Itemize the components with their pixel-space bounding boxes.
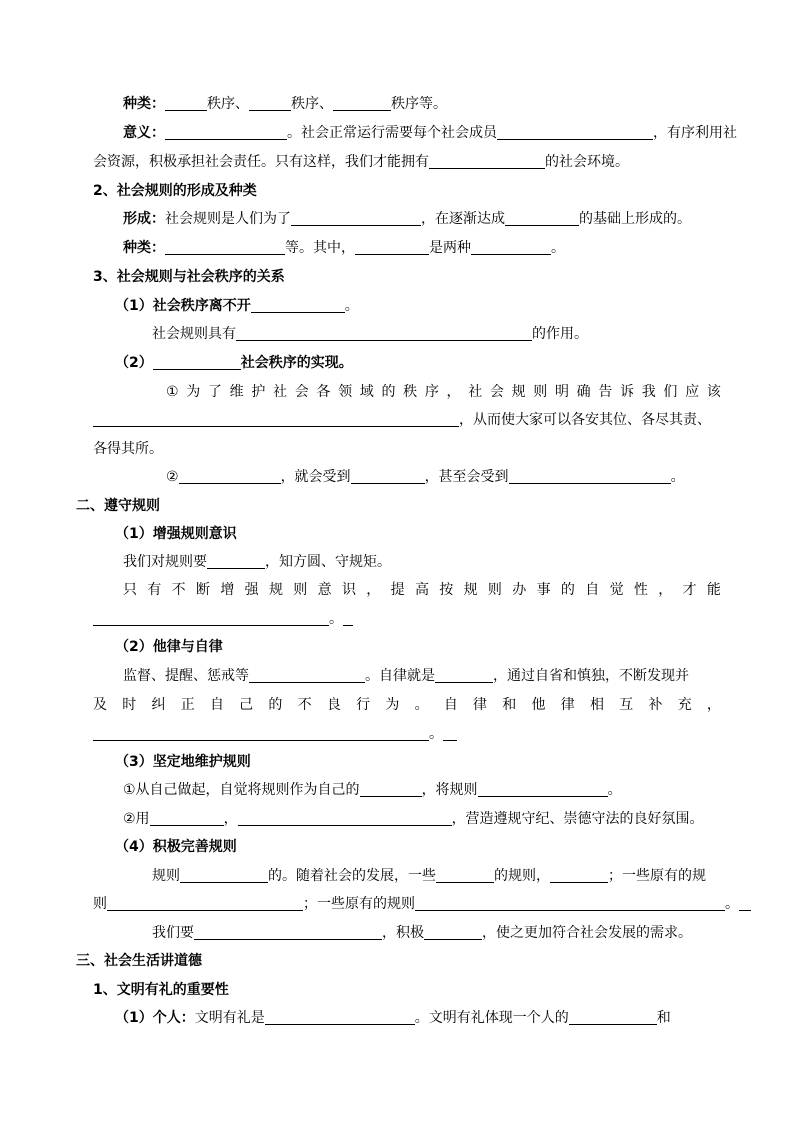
blank[interactable] bbox=[207, 553, 265, 569]
char: 明 bbox=[554, 384, 569, 400]
blank[interactable] bbox=[236, 325, 532, 341]
char: 识 bbox=[341, 582, 356, 598]
char: 域 bbox=[359, 384, 374, 400]
part-heading: 二、遵守规则 bbox=[76, 498, 160, 514]
blank[interactable] bbox=[251, 297, 345, 313]
text: 。 bbox=[670, 469, 685, 485]
char: 们 bbox=[663, 384, 678, 400]
blank[interactable] bbox=[179, 468, 281, 484]
s3-circle-1-line-2 bbox=[93, 410, 711, 430]
form-label: 形成： bbox=[123, 211, 165, 227]
blank[interactable] bbox=[93, 411, 459, 427]
p2-line-6 bbox=[93, 724, 457, 744]
text: 文明有礼是 bbox=[194, 1010, 265, 1026]
text: ②用 bbox=[123, 811, 150, 827]
blank[interactable] bbox=[150, 810, 224, 826]
char: 按 bbox=[439, 582, 454, 598]
blank[interactable] bbox=[93, 725, 429, 741]
char: 自 bbox=[585, 582, 600, 598]
blank[interactable] bbox=[165, 239, 285, 255]
char: 各 bbox=[316, 384, 331, 400]
text: 。 bbox=[429, 726, 443, 742]
s3-point-1 bbox=[115, 296, 359, 316]
blank[interactable] bbox=[165, 124, 287, 140]
char: 序 bbox=[424, 384, 439, 400]
text: 。自律就是 bbox=[365, 668, 435, 684]
text: 。文明有礼体现一个人的 bbox=[414, 1010, 569, 1026]
blank[interactable] bbox=[194, 924, 382, 940]
text: 的规则， bbox=[494, 868, 550, 884]
char: 及 bbox=[93, 697, 107, 713]
s3-circle-2-line bbox=[166, 467, 685, 487]
text: ，使之更加符合社会发展的需求。 bbox=[482, 925, 692, 941]
blank[interactable] bbox=[739, 895, 751, 911]
text: ；一些原有的规则 bbox=[303, 896, 415, 912]
blank[interactable] bbox=[343, 610, 353, 626]
char: 时 bbox=[122, 697, 137, 713]
blank[interactable] bbox=[165, 95, 207, 111]
text: ①从自己做起，自觉将规则作为自己的 bbox=[123, 782, 360, 798]
char: 提 bbox=[390, 582, 405, 598]
text: 规则 bbox=[152, 868, 180, 884]
blank[interactable] bbox=[333, 95, 391, 111]
kinds-label: 种类： bbox=[123, 240, 165, 256]
char: 秩 bbox=[403, 384, 418, 400]
blank[interactable] bbox=[93, 610, 329, 626]
char: 领 bbox=[338, 384, 353, 400]
blank[interactable] bbox=[265, 1009, 415, 1025]
text: 。社会正常运行需要每个社会成员 bbox=[287, 125, 497, 141]
text: 。 bbox=[551, 240, 565, 256]
blank[interactable] bbox=[249, 667, 365, 683]
text: 社会规则具有 bbox=[152, 326, 236, 342]
char: 为 bbox=[186, 384, 201, 400]
char: 补 bbox=[648, 697, 663, 713]
text: ，通过自省和慎独，不断发现并 bbox=[493, 668, 689, 684]
blank[interactable] bbox=[497, 124, 653, 140]
char: 高 bbox=[414, 582, 429, 598]
text: ；一些原有的规 bbox=[608, 868, 706, 884]
section-heading: 2、社会规则的形成及种类 bbox=[93, 183, 257, 199]
char: 律 bbox=[560, 697, 575, 713]
char: ， bbox=[706, 697, 721, 713]
blank[interactable] bbox=[478, 781, 608, 797]
char: 规 bbox=[268, 582, 283, 598]
text: 社会秩序的实现。 bbox=[240, 355, 353, 371]
char: 应 bbox=[685, 384, 700, 400]
text: 的社会环境。 bbox=[545, 154, 629, 170]
char: 觉 bbox=[609, 582, 624, 598]
text: ，积极 bbox=[382, 925, 424, 941]
form-line bbox=[123, 209, 691, 229]
char: 不 bbox=[171, 582, 186, 598]
char: 正 bbox=[180, 697, 195, 713]
text: ， bbox=[223, 811, 238, 827]
char: 己 bbox=[239, 697, 254, 713]
p2-line-9 bbox=[152, 866, 706, 886]
s3-circle-1-line bbox=[166, 382, 721, 402]
text: 的作用。 bbox=[532, 326, 588, 342]
char: 诉 bbox=[620, 384, 634, 400]
char: 则 bbox=[487, 582, 502, 598]
blank[interactable] bbox=[360, 781, 422, 797]
char: 为 bbox=[385, 697, 400, 713]
char: 断 bbox=[195, 582, 210, 598]
text: ，甚至会受到 bbox=[424, 469, 509, 485]
char: 强 bbox=[244, 582, 259, 598]
char: 该 bbox=[706, 384, 721, 400]
char: ① bbox=[166, 384, 179, 400]
char: 。 bbox=[414, 697, 429, 713]
char: 相 bbox=[589, 697, 604, 713]
char: 和 bbox=[502, 697, 517, 713]
char: 纠 bbox=[151, 697, 166, 713]
text: ，在逐渐达成 bbox=[421, 211, 505, 227]
text: 监督、提醒、惩戒等 bbox=[123, 668, 249, 684]
char: 规 bbox=[463, 582, 478, 598]
blank[interactable] bbox=[505, 210, 579, 226]
char: 自 bbox=[209, 697, 224, 713]
p2-line-3 bbox=[93, 609, 353, 629]
kinds-line-2 bbox=[123, 238, 565, 258]
blank[interactable] bbox=[249, 95, 291, 111]
blank[interactable] bbox=[415, 895, 725, 911]
p2-line-11 bbox=[152, 923, 692, 943]
char: 有 bbox=[147, 582, 162, 598]
text: 会资源，积极承担社会责任。只有这样，我们才能拥有 bbox=[93, 154, 429, 170]
char: 护 bbox=[251, 384, 266, 400]
text: 是两种 bbox=[429, 240, 471, 256]
blank[interactable] bbox=[238, 810, 452, 826]
blank[interactable] bbox=[291, 210, 421, 226]
char: 只 bbox=[123, 582, 137, 598]
text: 。 bbox=[607, 782, 622, 798]
char: 社 bbox=[273, 384, 287, 400]
text: 则 bbox=[93, 896, 107, 912]
kinds-line-1 bbox=[123, 94, 447, 114]
text: 等。其中， bbox=[285, 240, 355, 256]
text: ，营造遵规守纪、崇德守法的良好氛围。 bbox=[451, 811, 704, 827]
blank[interactable] bbox=[355, 239, 429, 255]
blank[interactable] bbox=[424, 924, 482, 940]
char: 的 bbox=[560, 582, 575, 598]
text: ，将规则 bbox=[421, 782, 478, 798]
char: 充 bbox=[677, 697, 692, 713]
text: 社会规则是人们为了 bbox=[165, 211, 291, 227]
blank[interactable] bbox=[509, 468, 671, 484]
char: 能 bbox=[706, 582, 721, 598]
blank[interactable] bbox=[569, 1009, 657, 1025]
char: 我 bbox=[641, 384, 656, 400]
char: 才 bbox=[682, 582, 697, 598]
char: ， bbox=[366, 582, 381, 598]
char: 确 bbox=[576, 384, 591, 400]
char: 则 bbox=[533, 384, 548, 400]
text: 我们要 bbox=[152, 925, 194, 941]
char: ， bbox=[446, 384, 461, 400]
s3-point-2 bbox=[115, 353, 353, 373]
char: 的 bbox=[381, 384, 396, 400]
sub-heading: （1）增强规则意识 bbox=[115, 526, 237, 542]
sub-heading: （3）坚定地维护规则 bbox=[115, 754, 251, 770]
s3-circle-1-line-3: 各得其所。 bbox=[93, 441, 163, 457]
p2-line-7 bbox=[123, 780, 622, 800]
char: 社 bbox=[468, 384, 483, 400]
char: 了 bbox=[207, 384, 222, 400]
p2-line-4 bbox=[123, 666, 689, 686]
char: 会 bbox=[489, 384, 504, 400]
char: 不 bbox=[297, 697, 312, 713]
p2-line-5 bbox=[93, 695, 721, 715]
meaning-line-1 bbox=[123, 123, 737, 143]
blank[interactable] bbox=[153, 354, 241, 370]
p2-line-10 bbox=[93, 894, 751, 914]
point-label: （1）个人： bbox=[115, 1010, 195, 1026]
blank[interactable] bbox=[550, 867, 608, 883]
char: 他 bbox=[531, 697, 546, 713]
p2-line-8 bbox=[123, 809, 704, 829]
point-label: （2） bbox=[115, 355, 153, 371]
text: ，从而使大家可以各安其位、各尽其责、 bbox=[459, 412, 711, 428]
section-heading: 1、文明有礼的重要性 bbox=[93, 982, 229, 998]
blank[interactable] bbox=[443, 725, 457, 741]
char: 良 bbox=[326, 697, 341, 713]
text: 秩序、 bbox=[291, 96, 333, 112]
text: 秩序等。 bbox=[391, 96, 447, 112]
text: 。 bbox=[344, 298, 359, 314]
blank[interactable] bbox=[435, 667, 493, 683]
char: 性 bbox=[633, 582, 648, 598]
text: ，就会受到 bbox=[280, 469, 351, 485]
blank[interactable] bbox=[471, 239, 551, 255]
char: 则 bbox=[293, 582, 308, 598]
s3-point-1-text bbox=[152, 324, 588, 344]
blank[interactable] bbox=[351, 468, 425, 484]
char: 规 bbox=[511, 384, 526, 400]
char: 增 bbox=[220, 582, 235, 598]
text: 和 bbox=[656, 1010, 671, 1026]
p2-line-2 bbox=[123, 580, 721, 600]
p2-line-1 bbox=[123, 552, 391, 572]
char: 办 bbox=[512, 582, 527, 598]
meaning-label: 意义： bbox=[123, 125, 165, 141]
char: 的 bbox=[268, 697, 283, 713]
text: 的。随着社会的发展，一些 bbox=[268, 868, 436, 884]
blank[interactable] bbox=[436, 867, 494, 883]
blank[interactable] bbox=[429, 153, 545, 169]
text: 的基础上形成的。 bbox=[579, 211, 691, 227]
char: 自 bbox=[443, 697, 458, 713]
text: ，有序利用社 bbox=[653, 125, 737, 141]
char: 行 bbox=[356, 697, 371, 713]
char: ② bbox=[166, 469, 179, 485]
text: 我们对规则要 bbox=[123, 554, 207, 570]
point-label: （1）社会秩序离不开 bbox=[115, 298, 251, 314]
text: 。 bbox=[725, 896, 739, 912]
text: 秩序、 bbox=[207, 96, 249, 112]
char: 互 bbox=[619, 697, 634, 713]
char: 律 bbox=[473, 697, 488, 713]
section-heading: 3、社会规则与社会秩序的关系 bbox=[93, 269, 285, 285]
char: 意 bbox=[317, 582, 332, 598]
text: 。 bbox=[329, 611, 343, 627]
char: ， bbox=[658, 582, 673, 598]
part-heading: 三、社会生活讲道德 bbox=[76, 953, 202, 969]
meaning-line-2 bbox=[93, 152, 629, 172]
kinds-label: 种类： bbox=[123, 96, 165, 112]
sub-heading: （4）积极完善规则 bbox=[115, 839, 237, 855]
blank[interactable] bbox=[107, 895, 303, 911]
text: ，知方圆、守规矩。 bbox=[265, 554, 391, 570]
char: 会 bbox=[294, 384, 309, 400]
p3-line-1 bbox=[115, 1008, 671, 1028]
char: 告 bbox=[598, 384, 613, 400]
char: 维 bbox=[229, 384, 244, 400]
char: 事 bbox=[536, 582, 551, 598]
sub-heading: （2）他律与自律 bbox=[115, 639, 223, 655]
blank[interactable] bbox=[180, 867, 268, 883]
